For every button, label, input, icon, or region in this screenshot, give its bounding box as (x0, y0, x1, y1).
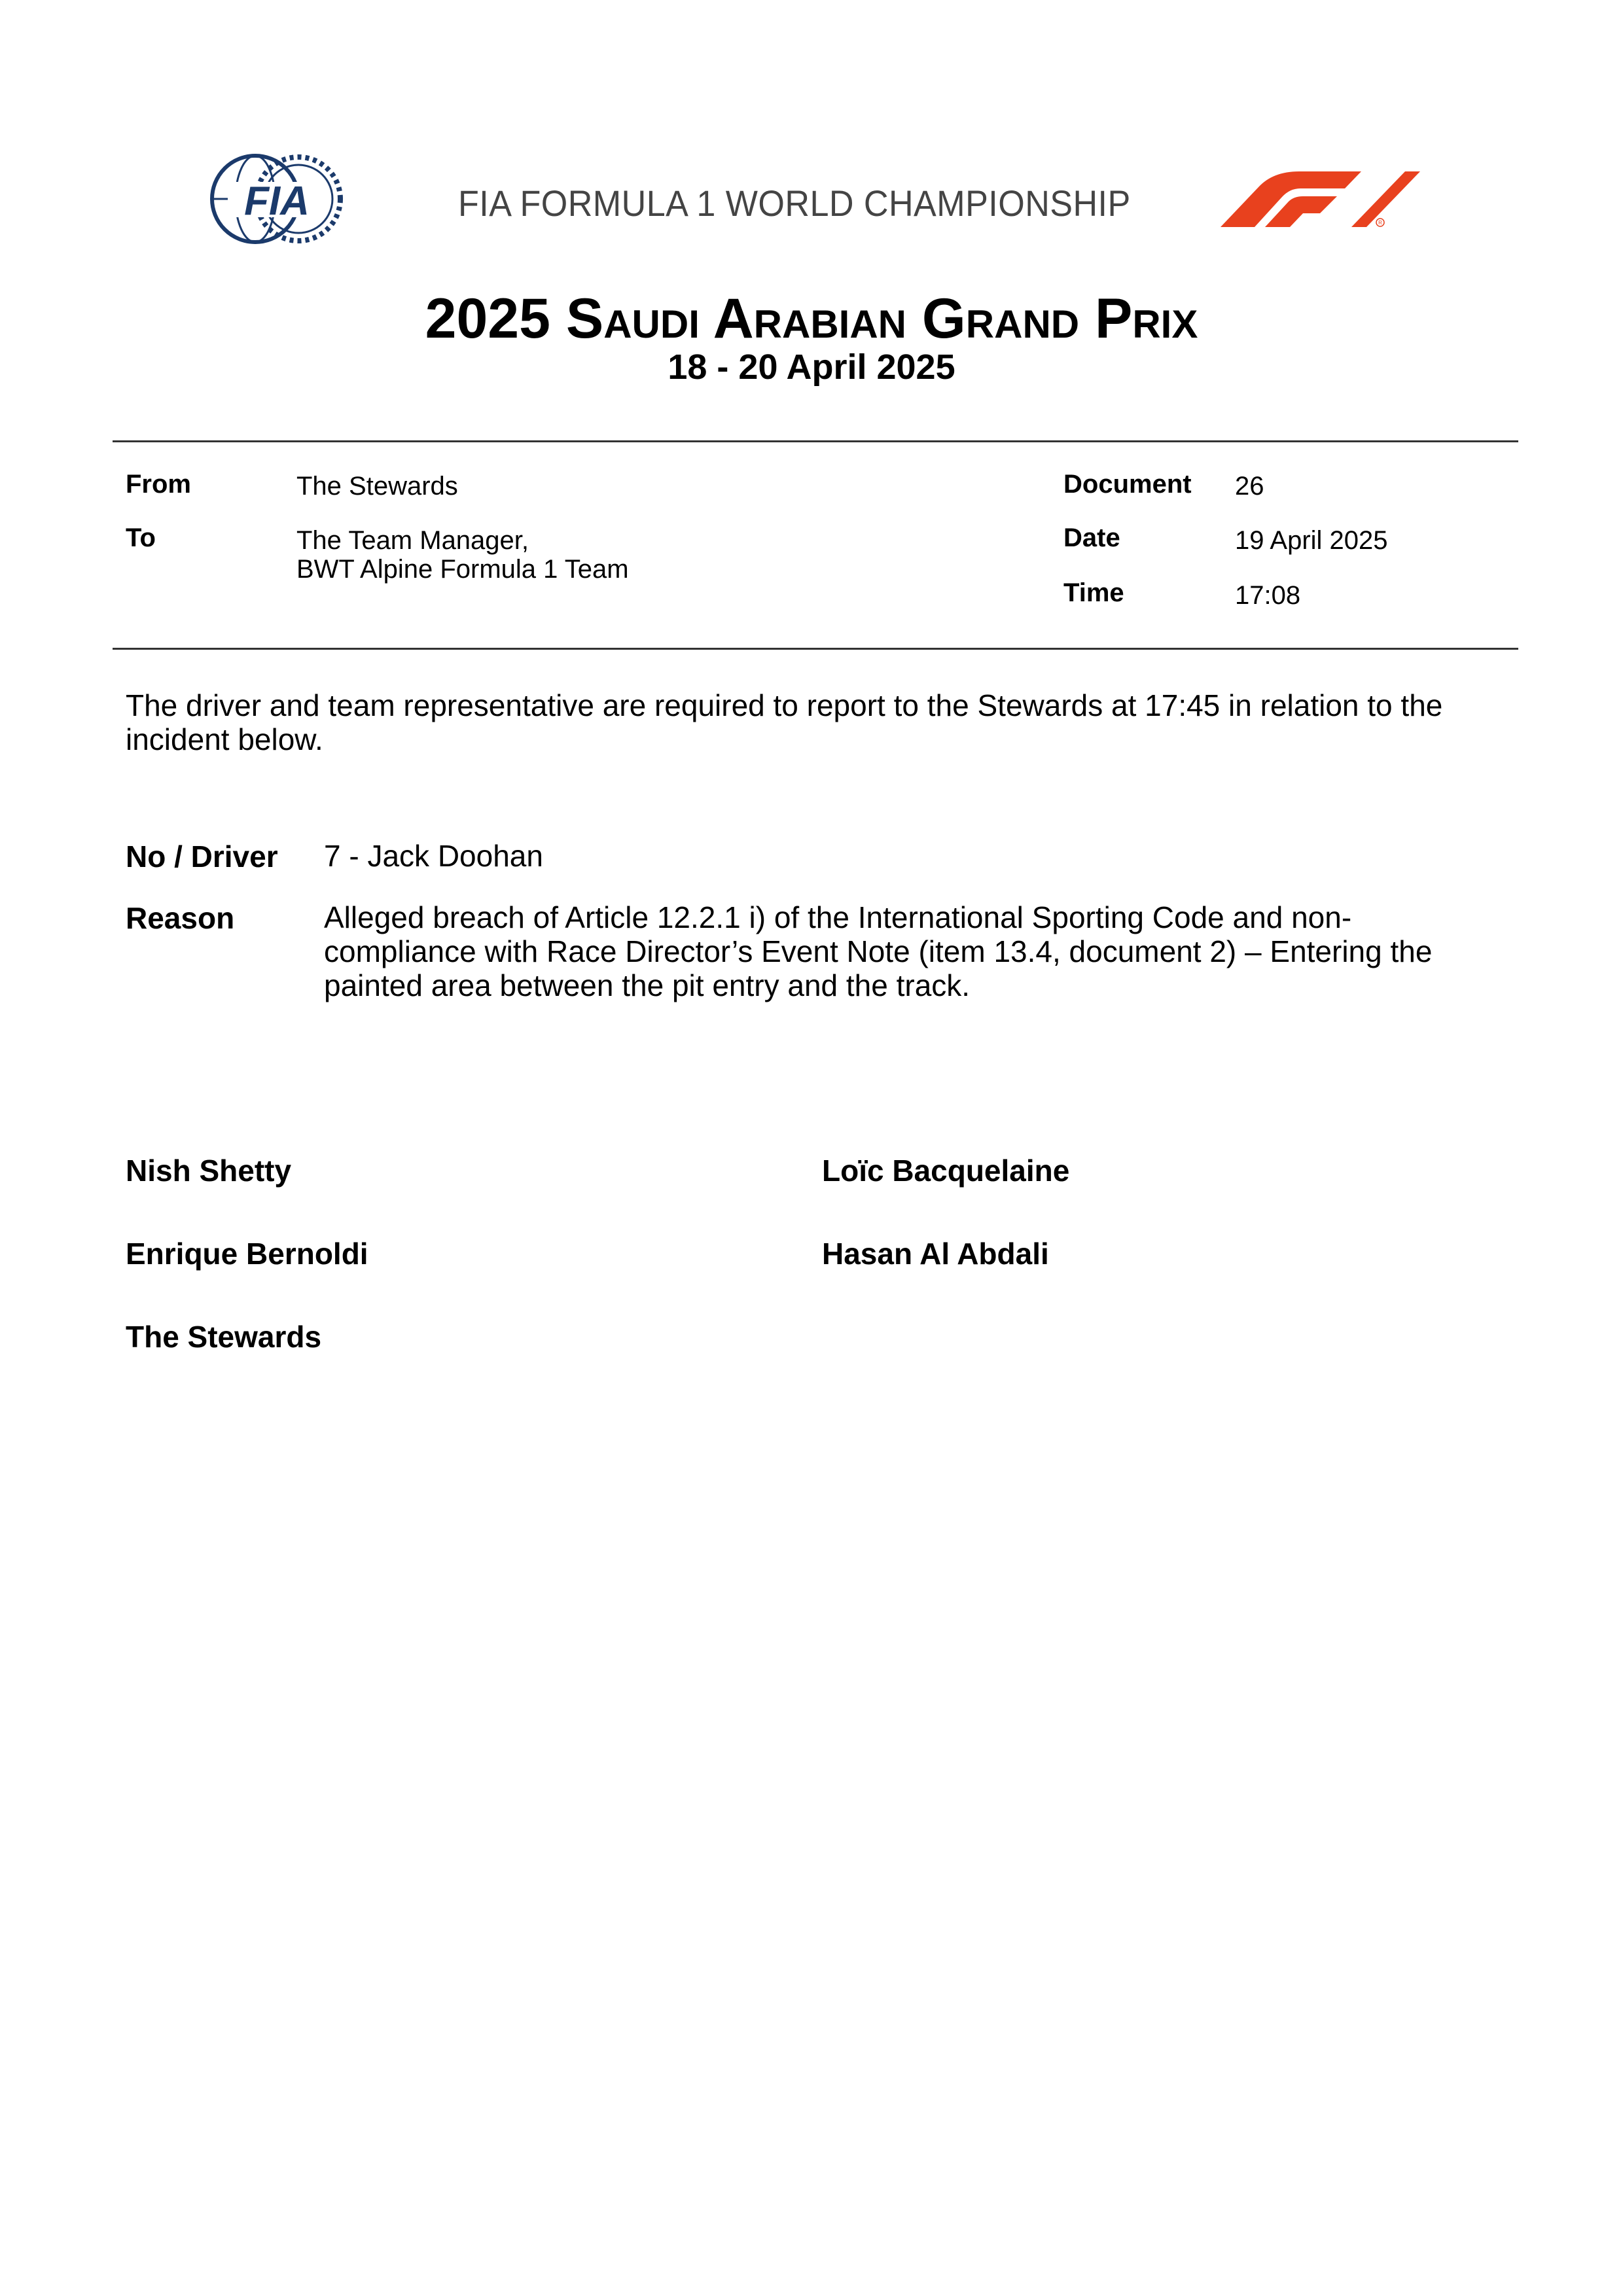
to-value (296, 526, 629, 584)
time-label: Time (1063, 578, 1124, 607)
stewards-signature: The Stewards (126, 1320, 322, 1354)
fia-logo-text: FIA (244, 179, 310, 224)
from-value: The Stewards (296, 472, 458, 501)
to-value-line: BWT Alpine Formula 1 Team (296, 555, 629, 584)
event-name: Saudi Arabian Grand Prix (565, 287, 1198, 350)
document-value: 26 (1235, 472, 1264, 501)
intro-line: incident below. (126, 722, 323, 756)
event-title (0, 287, 1623, 351)
event-dates: 18 - 20 April 2025 (668, 347, 955, 387)
reason-value (324, 900, 1495, 1002)
reason-line: painted area between the pit entry and the track. (324, 968, 971, 1002)
date-label: Date (1063, 523, 1120, 552)
steward-name: Enrique Bernoldi (126, 1237, 368, 1271)
reason-line: Alleged breach of Article 12.2.1 i) of the International Sporting Code and non- (324, 900, 1352, 934)
reason-label: Reason (126, 901, 235, 935)
time-value: 17:08 (1235, 581, 1301, 610)
steward-name: Hasan Al Abdali (822, 1237, 1049, 1271)
steward-name: Loïc Bacquelaine (822, 1154, 1070, 1188)
divider-top (113, 440, 1518, 442)
divider-bottom (113, 648, 1518, 650)
championship-title: FIA FORMULA 1 WORLD CHAMPIONSHIP (458, 183, 1131, 224)
event-year: 2025 (425, 287, 550, 350)
date-value: 19 April 2025 (1235, 526, 1388, 555)
f1-logo (1221, 171, 1420, 227)
reason-line: compliance with Race Director’s Event Note (item 13.4, document 2) – Entering the (324, 934, 1433, 968)
document-label: Document (1063, 470, 1192, 499)
fia-logo (208, 152, 346, 246)
intro-paragraph (126, 688, 1507, 756)
driver-label: No / Driver (126, 839, 278, 874)
from-label: From (126, 470, 191, 499)
to-value-line: The Team Manager, (296, 526, 529, 555)
to-label: To (126, 523, 156, 552)
driver-value: 7 - Jack Doohan (324, 839, 543, 873)
intro-line: The driver and team representative are required to report to the Stewards at 17:45 in relation to the (126, 688, 1443, 722)
steward-name: Nish Shetty (126, 1154, 292, 1188)
svg-text:R: R (1378, 220, 1382, 226)
